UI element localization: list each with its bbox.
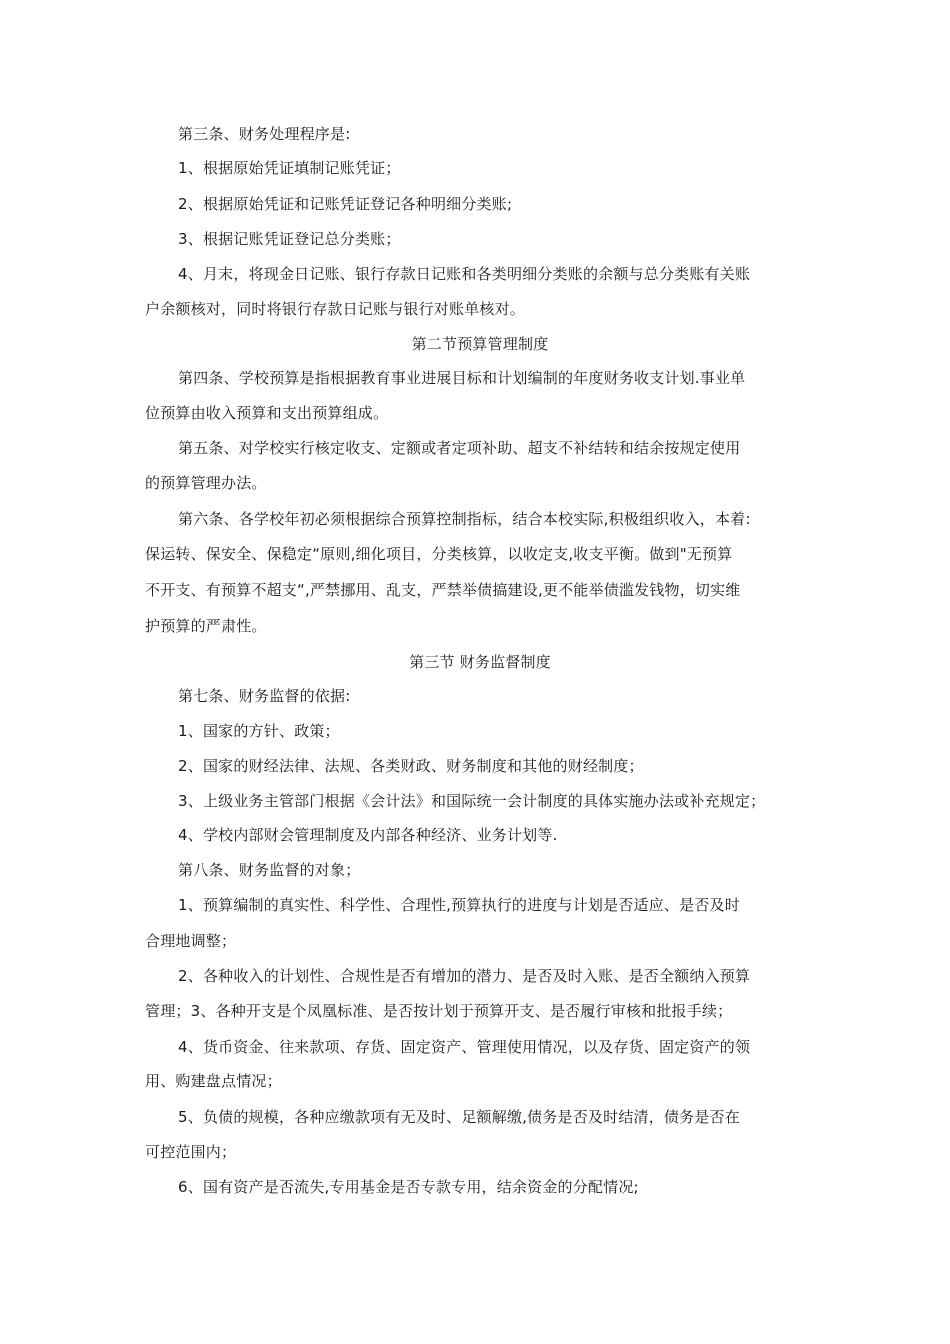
section-heading-supervision: 第三节 财务监督制度 [409, 653, 551, 671]
paragraph-line: 2、各种收入的计划性、合规性是否有增加的潜力、是否及时入账、是否全额纳入预算 [178, 967, 751, 985]
paragraph-line: 1、国家的方针、政策； [178, 722, 340, 740]
paragraph-line: 保运转、保安全、保稳定“原则,细化项目，分类核算，以收定支,收支平衡。做到"无预算 [145, 545, 733, 563]
paragraph-line: 4、学校内部财会管理制度及内部各种经济、业务计划等. [178, 826, 558, 844]
article-3-heading: 第三条、财务处理程序是: [178, 125, 351, 143]
paragraph-line: 合理地调整； [145, 932, 237, 950]
article-5: 第五条、对学校实行核定收支、定额或者定项补助、超支不补结转和结余按规定使用 [178, 439, 741, 457]
paragraph-line: 可控范围内； [145, 1143, 237, 1161]
paragraph-line: 位预算由收入预算和支出预算组成。 [145, 404, 389, 422]
paragraph-line: 4、月末，将现金日记账、银行存款日记账和各类明细分类账的余额与总分类账有关账 [178, 265, 751, 283]
paragraph-line: 的预算管理办法。 [145, 474, 267, 492]
paragraph-line: 管理；3、各种开支是个凤凰标准、是否按计划于预算开支、是否履行审核和批报手续； [145, 1002, 733, 1020]
paragraph-line: 护预算的严肃性。 [145, 617, 267, 635]
paragraph-line: 4、货币资金、往来款项、存货、固定资产、管理使用情况，以及存货、固定资产的领 [178, 1038, 751, 1056]
paragraph-line: 3、上级业务主管部门根据《会计法》和国际统一会计制度的具体实施办法或补充规定； [178, 792, 766, 810]
paragraph-line: 1、根据原始凭证填制记账凭证； [178, 159, 401, 177]
article-8-heading: 第八条、财务监督的对象； [178, 861, 361, 879]
paragraph-line: 3、根据记账凭证登记总分类账； [178, 230, 401, 248]
paragraph-line: 2、国家的财经法律、法规、各类财政、财务制度和其他的财经制度； [178, 757, 644, 775]
article-6: 第六条、各学校年初必须根据综合预算控制指标，结合本校实际,积极组织收入，本着: [178, 510, 751, 528]
paragraph-line: 1、预算编制的真实性、科学性、合理性,预算执行的进度与计划是否适应、是否及时 [178, 896, 740, 914]
paragraph-line: 不开支、有预算不超支“,严禁挪用、乱支，严禁举债搞建设,更不能举债滥发钱物，切实维 [145, 581, 741, 599]
section-heading-budget: 第二节预算管理制度 [411, 335, 549, 353]
paragraph-line: 户余额核对，同时将银行存款日记账与银行对账单核对。 [145, 300, 526, 318]
article-4: 第四条、学校预算是指根据教育事业进展目标和计划编制的年度财务收支计划.事业单 [178, 369, 746, 387]
paragraph-line: 用、购建盘点情况； [145, 1072, 282, 1090]
paragraph-line: 2、根据原始凭证和记账凭证登记各种明细分类账; [178, 195, 513, 213]
paragraph-line: 5、负债的规模，各种应缴款项有无及时、足额解缴,债务是否及时结清，债务是否在 [178, 1108, 740, 1126]
paragraph-line: 6、国有资产是否流失,专用基金是否专款专用，结余资金的分配情况; [178, 1178, 639, 1196]
article-7-heading: 第七条、财务监督的依据: [178, 687, 351, 705]
